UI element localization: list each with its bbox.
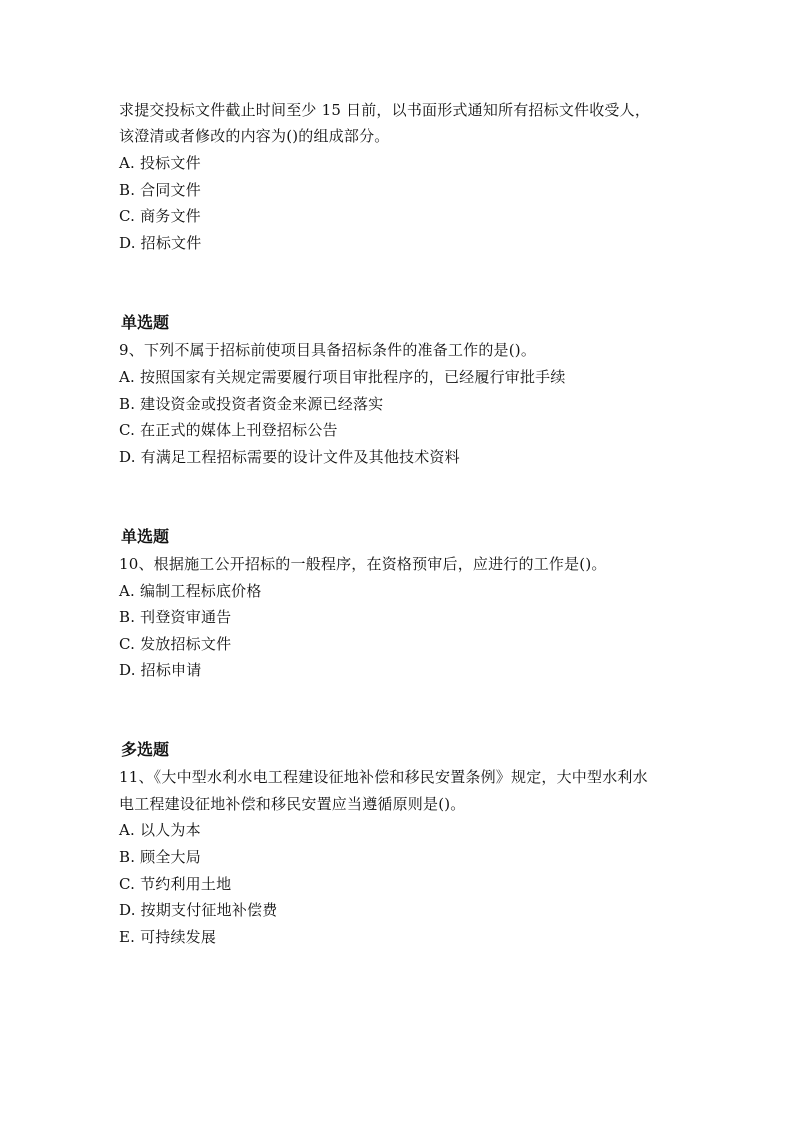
q9-option-d: D. 有满足工程招标需要的设计文件及其他技术资料 bbox=[119, 448, 460, 466]
q8-option-b: B. 合同文件 bbox=[119, 181, 201, 199]
q8-option-a: A. 投标文件 bbox=[119, 154, 201, 172]
q11-stem-line1: 11、《大中型水利水电工程建设征地补偿和移民安置条例》规定，大中型水利水 bbox=[119, 768, 648, 786]
q9-stem: 9、下列不属于招标前使项目具备招标条件的准备工作的是()。 bbox=[119, 341, 537, 359]
q8-option-d: D. 招标文件 bbox=[119, 234, 202, 252]
q9-type-heading: 单选题 bbox=[121, 313, 170, 332]
q10-option-b: B. 刊登资审通告 bbox=[119, 608, 232, 626]
q10-option-a: A. 编制工程标底价格 bbox=[119, 582, 262, 600]
q10-type-heading: 单选题 bbox=[121, 527, 170, 546]
q10-option-c: C. 发放招标文件 bbox=[119, 635, 232, 653]
q11-option-b: B. 顾全大局 bbox=[119, 848, 201, 866]
q11-stem-line2: 电工程建设征地补偿和移民安置应当遵循原则是()。 bbox=[119, 795, 466, 813]
q11-option-e: E. 可持续发展 bbox=[119, 928, 217, 946]
q10-option-d: D. 招标申请 bbox=[119, 661, 202, 679]
q9-option-c: C. 在正式的媒体上刊登招标公告 bbox=[119, 421, 338, 439]
q9-option-a: A. 按照国家有关规定需要履行项目审批程序的，已经履行审批手续 bbox=[119, 368, 566, 386]
q11-option-d: D. 按期支付征地补偿费 bbox=[119, 901, 278, 919]
q8-stem-line1: 求提交投标文件截止时间至少 15 日前，以书面形式通知所有招标文件收受人， bbox=[119, 101, 651, 119]
q10-stem: 10、根据施工公开招标的一般程序，在资格预审后，应进行的工作是()。 bbox=[119, 555, 607, 573]
q9-option-b: B. 建设资金或投资者资金来源已经落实 bbox=[119, 395, 384, 413]
q8-option-c: C. 商务文件 bbox=[119, 207, 201, 225]
q8-stem-line2: 该澄清或者修改的内容为()的组成部分。 bbox=[119, 127, 390, 145]
q11-option-a: A. 以人为本 bbox=[119, 821, 201, 839]
q11-option-c: C. 节约利用土地 bbox=[119, 875, 232, 893]
q11-type-heading: 多选题 bbox=[121, 740, 170, 759]
